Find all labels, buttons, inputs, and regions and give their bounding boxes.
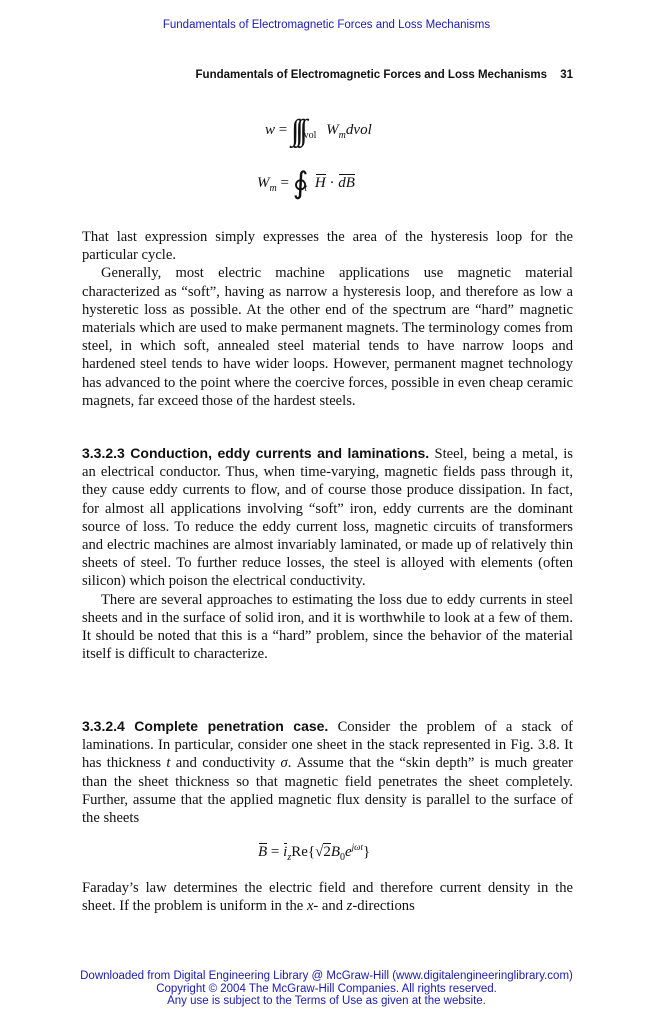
equation-energy-integral: $w = \int\int\int_{vol}$ $W_mdvol$ xyxy=(265,114,372,147)
triple-integral-symbol: ∫∫∫ xyxy=(290,114,304,147)
top-banner: Fundamentals of Electromagnetic Forces and Loss Mechanisms xyxy=(162,19,491,31)
eq3-exponent: jωt xyxy=(351,842,364,852)
equation-flux-density: $B = i_zRe\{√2B_0e^{j\omega t}\}$ xyxy=(258,842,371,863)
equation-loop-integral: $W_m$ = $∮_t$ H · dB xyxy=(257,167,355,200)
eq2-integral-subscript: t xyxy=(304,183,308,194)
download-footer xyxy=(0,970,653,1008)
eq3-unit-subscript: z xyxy=(287,852,292,863)
s2-text-c: . Assume that the “skin depth” is much greater than the sheet thickness so that magnetic field penetrates the sheet completely. Further, assume that the applied magnetic flux density is parallel to the surface of the sheets xyxy=(82,755,573,827)
eq3-lhs: B xyxy=(258,844,268,860)
eq1-tail: dvol xyxy=(345,122,372,138)
section-heading-3-3-2-4: 3.3.2.4 Complete penetration case. xyxy=(82,718,329,734)
eq2-lhs-subscript: m xyxy=(269,183,277,194)
eq2-db-vector: dB xyxy=(338,175,355,191)
paragraph-soft-hard-materials: Generally, most electric machine applications use magnetic material characterized as “soft”, having as narrow a hysteresis loop, and therefore as low a hysteretic loss as possible. At the other end of the spectrum are “hard” magnetic materials which are used to make permanent magnets. The terminology comes from steel, in which soft, annealed steel material tends to have narrow loops and hardened steel tends to have wider loops. However, permanent magnet technology has advanced to the point where the coercive forces, possible in even cheap ceramic magnets, far exceed those of the hardest steels. xyxy=(82,265,573,409)
eq3-e: e xyxy=(345,844,352,860)
p6-symbol-x: x xyxy=(306,898,314,915)
footer-download-line[interactable]: Downloaded from Digital Engineering Library @ McGraw-Hill (www.digitalengineeringlibrary.com) xyxy=(80,970,573,982)
body-block-3 xyxy=(82,717,573,827)
running-head-title: Fundamentals of Electromagnetic Forces and Loss Mechanisms xyxy=(195,69,547,81)
p6-symbol-z: z xyxy=(346,898,353,915)
eq1-lhs: w xyxy=(265,122,276,138)
section-heading-3-3-2-3: 3.3.2.3 Conduction, eddy currents and laminations. xyxy=(82,445,430,461)
s2-text-b: and conductivity xyxy=(170,755,281,772)
section-eddy-currents xyxy=(82,444,573,591)
paragraph-hysteresis-area: That last expression simply expresses the area of the hysteresis loop for the particular cycle. xyxy=(82,229,573,264)
contour-integral-symbol: ∮ xyxy=(292,167,305,200)
eq3-b0: B xyxy=(330,844,340,860)
eq1-integrand: W xyxy=(326,122,339,138)
body-block-2 xyxy=(82,444,573,663)
p6-text-b: - and xyxy=(313,898,347,915)
paragraph-faraday xyxy=(82,879,573,915)
section-eddy-currents-body: Steel, being a metal, is an electrical conductor. Thus, when time-varying, magnetic fields pass through it, they cause eddy currents to flow, and of course those produce dissipation. In fact, for almost all applications involving “soft” iron, eddy currents are the dominant source of loss. To reduce the eddy current loss, magnetic circuits of transformers and electric machines are almost invariably laminated, or made up of relatively thin sheets of steel. To further reduce losses, the steel is alloyed with elements (often silicon) which poison the electrical conductivity. xyxy=(82,446,573,590)
eq2-lhs: W xyxy=(257,175,270,191)
s2-text-a: Consider the problem of a stack of laminations. In particular, consider one sheet in the stack represented in Fig. 3.8. It has thickness xyxy=(82,719,573,772)
footer-copyright-line: Copyright © 2004 The McGraw-Hill Companies. All rights reserved. xyxy=(156,982,497,995)
eq3-root: 2 xyxy=(323,844,331,860)
s2-symbol-t: t xyxy=(166,755,171,772)
p6-text-c: -directions xyxy=(352,898,415,915)
body-block-4 xyxy=(82,879,573,915)
paragraph-eddy-approaches: There are several approaches to estimating the loss due to eddy currents in steel sheets and in the surface of solid iron, and it is worthwhile to look at a few of them. It should be noted that this is a “hard” problem, since the behavior of the material itself is difficult to characterize. xyxy=(82,591,573,663)
eq3-re: Re xyxy=(291,844,308,860)
eq3-b0-subscript: 0 xyxy=(340,852,345,863)
footer-terms-line[interactable]: Any use is subject to the Terms of Use as given at the website. xyxy=(167,995,486,1007)
eq1-integral-subscript: vol xyxy=(303,130,317,141)
eq2-h-vector: H xyxy=(314,175,326,191)
page-number: 31 xyxy=(560,69,573,81)
eq3-unit-vector: i xyxy=(283,844,288,860)
body-block-1 xyxy=(82,228,573,410)
eq1-integrand-subscript: m xyxy=(338,130,346,141)
section-complete-penetration xyxy=(82,717,573,827)
running-head xyxy=(82,69,573,81)
s2-symbol-sigma: σ xyxy=(280,755,288,772)
p6-text-a: Faraday’s law determines the electric field and therefore current density in the sheet. If the problem is uniform in the xyxy=(82,880,573,915)
